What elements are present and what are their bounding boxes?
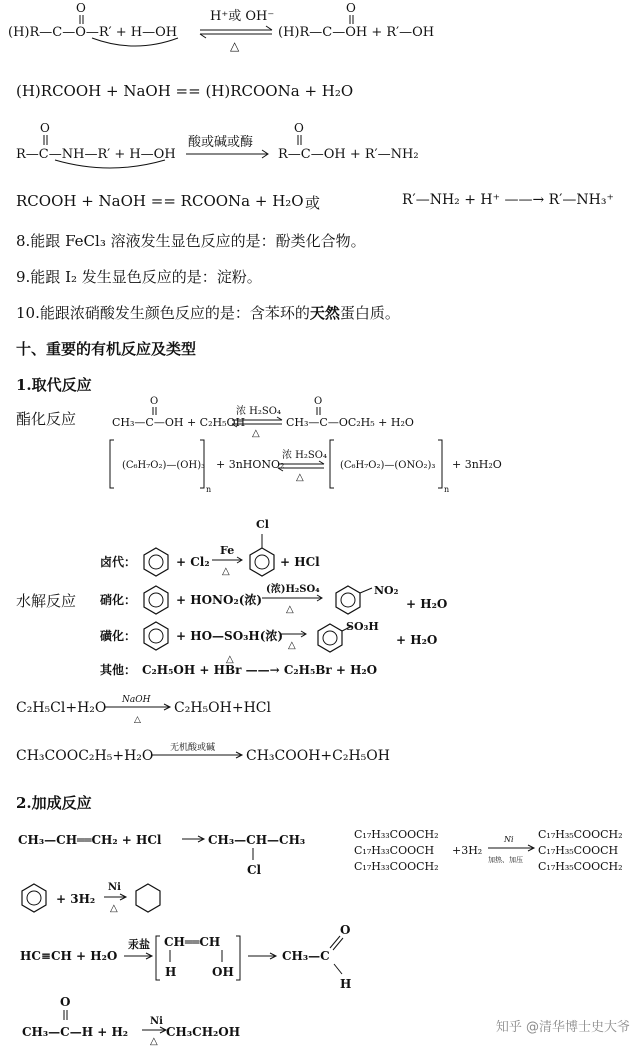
sulfonation-label: 磺化： — [100, 629, 137, 643]
sulfo-substituent: SO₃H — [346, 620, 379, 633]
acetylene-cond: 汞盐 — [128, 938, 150, 951]
propene-cl: Cl — [247, 863, 262, 877]
amide-carbonyl-o: O — [40, 121, 50, 135]
sulfonation-mid: + HO—SO₃H(浓) — [176, 629, 284, 643]
benzene-ring-icon — [22, 884, 46, 912]
acetald-o: O — [60, 995, 71, 1009]
benzene-ring-icon — [144, 548, 168, 576]
svg-text:O: O — [150, 396, 159, 407]
fat-right-2: C₁₇H₃₅COOCH — [538, 844, 619, 857]
hydrolysis-equations — [0, 690, 640, 770]
naoh-equation-1: (H)RCOOH + NaOH == (H)RCOONa + H₂O — [16, 82, 354, 100]
hydrolysis-eq1-right: C₂H₅OH+HCl — [174, 700, 271, 716]
sulfonation-tail: + H₂O — [396, 633, 438, 647]
amide-right: R—C—OH + R′—NH₂ — [278, 147, 419, 162]
item-10-tail: 蛋白质。 — [339, 304, 400, 322]
enol: CH══CH — [164, 935, 221, 949]
fat-cond-bottom: 加热、加压 — [488, 856, 523, 864]
item-10-bold: 天然 — [309, 304, 340, 322]
svg-text:△: △ — [134, 715, 141, 725]
hydrolysis-label: 水解反应 — [16, 592, 77, 610]
propene-right: CH₃—CH—CH₃ — [208, 833, 306, 847]
nitrobenzene-icon — [336, 586, 372, 614]
substitution-equations — [0, 512, 640, 682]
enol-oh: OH — [212, 965, 234, 979]
addition-equations — [0, 818, 640, 1048]
naoh-equation-2: RCOOH + NaOH == RCOONa + H₂O — [16, 192, 304, 210]
nitration-mid: + HONO₂(浓) — [176, 593, 263, 607]
ester-eq1-cond: 浓 H₂SO₄ — [236, 406, 281, 417]
halogen-cond: Fe — [220, 544, 235, 557]
ester-carbonyl-o: O — [76, 1, 86, 15]
subsection-1-title: 1.取代反应 — [16, 376, 92, 394]
hydrolysis-eq2-cond: 无机酸或碱 — [170, 743, 216, 753]
item-8: 8.能跟 FeCl₃ 溶液发生显色反应的是：酚类化合物。 — [16, 232, 366, 250]
amide-hydrolysis-equation — [0, 118, 640, 178]
watermark: 知乎 @清华博士史大爷 — [495, 1020, 630, 1035]
amine-equation: R′—NH₂ + H⁺ ——→ R′—NH₃⁺ — [402, 192, 614, 208]
aldehyde-o: O — [340, 923, 351, 937]
chloro-substituent: Cl — [256, 518, 269, 531]
enol-h: H — [165, 965, 177, 979]
ester-hydrolysis-equation — [0, 0, 640, 60]
ester-eq2-tail: + 3nH₂O — [452, 458, 502, 471]
fat-right-3: C₁₇H₃₅COOCH₂ — [538, 860, 623, 873]
or-word: 或 — [305, 194, 321, 212]
other-label: 其他： — [100, 663, 137, 677]
heat-symbol: △ — [230, 39, 240, 53]
nitro-substituent: NO₂ — [374, 584, 399, 597]
hydrolysis-eq1-left: C₂H₅Cl+H₂O — [16, 700, 107, 716]
acetald-right: CH₃CH₂OH — [166, 1025, 241, 1039]
ester-eq2-cond: 浓 H₂SO₄ — [282, 450, 327, 461]
ester-eq2-left: (C₆H₇O₂)—(OH)₃ — [122, 460, 206, 471]
benzene-ring-icon — [144, 586, 168, 614]
hydrolysis-eq1-cond: NaOH — [122, 695, 151, 705]
section-title: 十、重要的有机反应及类型 — [16, 340, 197, 358]
other-equation: C₂H₅OH + HBr ——→ C₂H₅Br + H₂O — [142, 663, 378, 677]
hydrolysis-eq2-right: CH₃COOH+C₂H₅OH — [246, 748, 390, 764]
acid-carbonyl-o: O — [346, 1, 356, 15]
nitration-tail: + H₂O — [406, 597, 448, 611]
svg-text:O: O — [314, 396, 323, 407]
svg-text:△: △ — [226, 654, 234, 665]
item-10 — [16, 302, 400, 323]
ester-eq2-mid: + 3nHONO₂ — [216, 458, 285, 471]
benzene-ring-icon — [144, 622, 168, 650]
ester-eq1-right: CH₃—C—OC₂H₅ + H₂O — [286, 416, 414, 429]
aldehyde: CH₃—C — [282, 949, 330, 963]
fat-cond-top: Ni — [504, 835, 514, 844]
chlorobenzene-icon — [250, 534, 274, 576]
fat-left-3: C₁₇H₃₃COOCH₂ — [354, 860, 439, 873]
halogen-label: 卤代： — [100, 555, 137, 569]
item-9: 9.能跟 I₂ 发生显色反应的是：淀粉。 — [16, 268, 262, 286]
aldehyde-h: H — [340, 977, 352, 991]
ester-hydrolysis-right: (H)R—C—OH + R′—OH — [278, 25, 435, 40]
hydrolysis-eq2-left: CH₃COOC₂H₅+H₂O — [16, 748, 154, 764]
fat-right-1: C₁₇H₃₅COOCH₂ — [538, 828, 623, 841]
nitration-label: 硝化： — [100, 593, 137, 607]
svg-text:△: △ — [150, 1036, 158, 1047]
acetald-left: CH₃—C—H + H₂ — [22, 1025, 129, 1039]
subsection-2-title: 2.加成反应 — [16, 794, 92, 812]
benzene-mid: + 3H₂ — [56, 892, 96, 906]
svg-text:△: △ — [252, 428, 260, 439]
fat-mid: +3H₂ — [452, 844, 483, 857]
svg-text:△: △ — [286, 604, 294, 615]
acetald-cond: Ni — [150, 1016, 163, 1027]
nitration-cond: (浓)H₂SO₄ — [266, 584, 320, 595]
ester-cond-top: H⁺或 OH⁻ — [210, 9, 275, 24]
ester-eq1-left: CH₃—C—OH + C₂H₅OH — [112, 416, 246, 429]
halogen-tail: + HCl — [280, 555, 320, 569]
ester-hydrolysis-left: (H)R—C—O—R′ + H—OH — [8, 25, 178, 40]
svg-text:n: n — [206, 485, 212, 494]
amide-acid-o: O — [294, 121, 304, 135]
svg-text:n: n — [444, 485, 450, 494]
amide-cond: 酸或碱或酶 — [188, 135, 254, 150]
ester-eq2-right: (C₆H₇O₂)—(ONO₂)₃ — [340, 460, 436, 471]
svg-text:△: △ — [296, 472, 304, 483]
svg-text:△: △ — [222, 566, 230, 577]
acetylene-left: HC≡CH + H₂O — [20, 949, 118, 963]
amide-left: R—C—NH—R′ + H—OH — [16, 147, 176, 162]
svg-text:△: △ — [288, 640, 296, 651]
item-10-text: 10.能跟浓硝酸发生颜色反应的是：含苯环的 — [16, 304, 310, 322]
halogen-mid: + Cl₂ — [176, 555, 210, 569]
esterification-equations — [0, 392, 640, 492]
fat-left-1: C₁₇H₃₃COOCH₂ — [354, 828, 439, 841]
fat-left-2: C₁₇H₃₃COOCH — [354, 844, 435, 857]
svg-text:△: △ — [110, 903, 118, 914]
esterification-label: 酯化反应 — [16, 410, 77, 428]
benzene-cond: Ni — [108, 882, 121, 893]
cyclohexane-icon — [136, 884, 160, 912]
propene-left: CH₃—CH══CH₂ + HCl — [18, 833, 162, 847]
